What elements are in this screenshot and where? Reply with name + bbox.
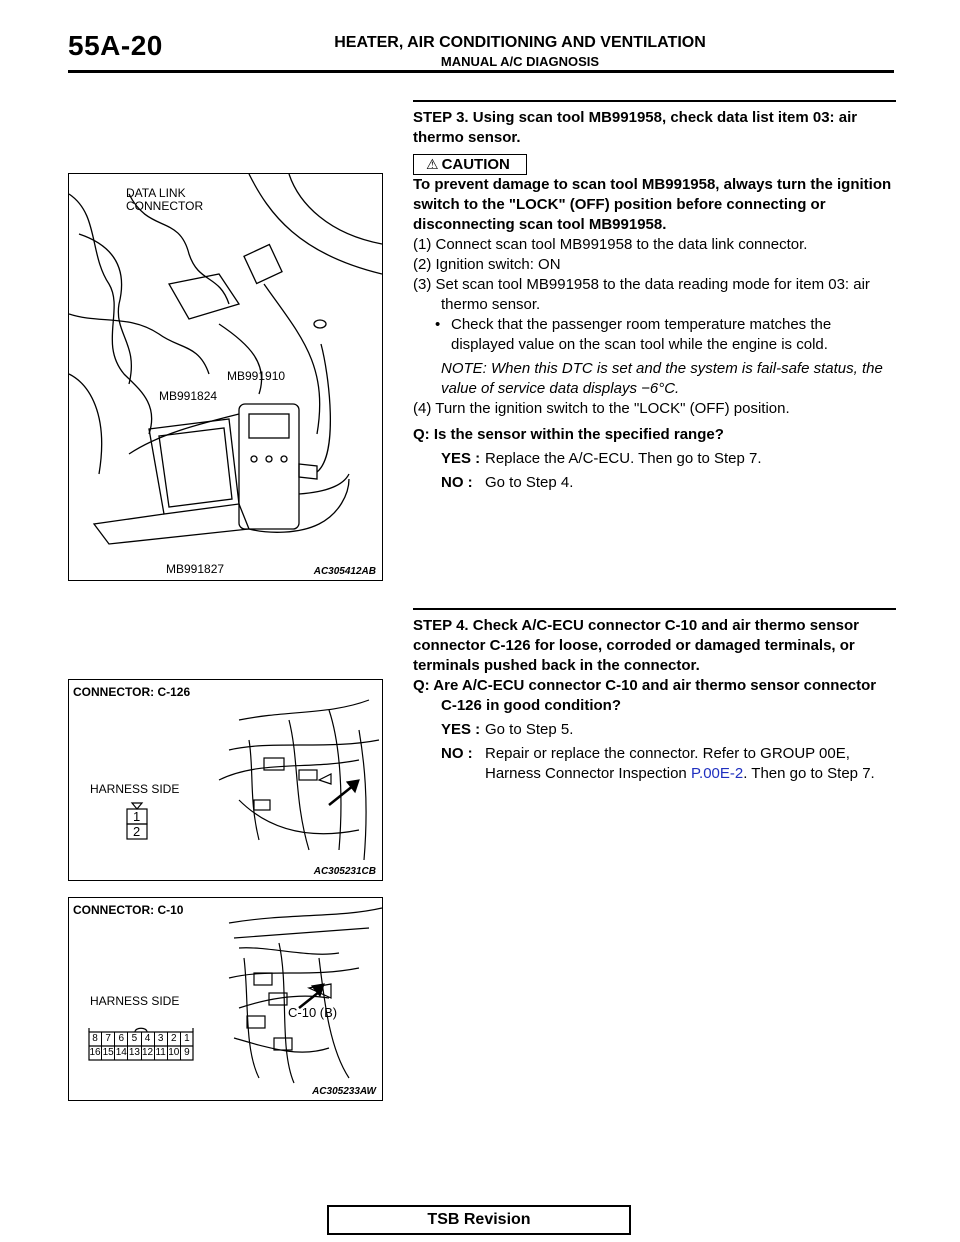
no-text-a: Repair or replace the connector. Refer to GROUP 00E, Harness Connector Inspection — [485, 745, 850, 782]
c10-pin: 3 — [155, 1032, 168, 1046]
step3-question: Q: Is the sensor within the specified range? — [413, 426, 724, 443]
no-text — [485, 744, 896, 784]
step3-heading: STEP 3. Using scan tool MB991958, check data list item 03: air thermo sensor. — [413, 109, 858, 146]
label-mb991827: MB991827 — [166, 562, 225, 576]
page-title: HEATER, AIR CONDITIONING AND VENTILATION — [334, 34, 706, 51]
c10-title: CONNECTOR: C-10 — [73, 903, 184, 917]
c10-pin: 16 — [89, 1047, 101, 1058]
c10-pin: 4 — [142, 1032, 155, 1046]
step4-no — [413, 744, 896, 784]
no-key: NO : — [441, 474, 473, 491]
step3-no — [413, 473, 896, 493]
figure-scan-tool — [68, 173, 383, 581]
step4-heading: STEP 4. Check A/C-ECU connector C-10 and air thermo sensor connector C-126 for loose, corroded or damaged terminals, or terminals pushed back in the connector. — [413, 617, 859, 674]
c10-pin: 15 — [102, 1047, 114, 1058]
c126-title: CONNECTOR: C-126 — [73, 685, 191, 699]
label-mb991824: MB991824 — [159, 389, 218, 403]
yes-key: YES : — [441, 721, 481, 738]
c10-pin: 9 — [184, 1047, 190, 1058]
c10-pin: 6 — [115, 1032, 128, 1046]
c10-pin: 2 — [168, 1032, 181, 1046]
step4-rule — [413, 608, 896, 610]
c126-pin-2: 2 — [133, 824, 141, 839]
no-key: NO : — [441, 745, 473, 762]
label-data-link-2: CONNECTOR — [126, 199, 204, 213]
inspection-link[interactable]: P.00E-2 — [690, 765, 744, 782]
warning-icon: ⚠ — [426, 156, 439, 172]
c10-pin: 10 — [168, 1047, 180, 1058]
c10-pin: 13 — [128, 1047, 140, 1058]
yes-key: YES : — [441, 450, 481, 467]
c10-pin: 1 — [184, 1033, 190, 1044]
caution-label: CAUTION — [441, 156, 510, 173]
step3-note: NOTE: When this DTC is set and the system is fail-safe status, the value of service data displays −6°C. — [441, 360, 883, 397]
figure-connector-c10 — [68, 897, 383, 1101]
c10-harness-side: HARNESS SIDE — [90, 994, 180, 1008]
figure-code: AC305233AW — [312, 1086, 376, 1097]
step3-bullet: • Check that the passenger room temperature matches the displayed value on the scan tool while the engine is cold. — [413, 315, 896, 355]
c10-pin: 11 — [155, 1047, 166, 1058]
caution-box — [413, 154, 527, 175]
c10-pin: 14 — [115, 1047, 127, 1058]
page-subtitle: MANUAL A/C DIAGNOSIS — [440, 54, 600, 69]
yes-text: Go to Step 5. — [485, 721, 574, 738]
no-text-b: . Then go to Step 7. — [743, 765, 875, 782]
c10-pins-bottom — [89, 1046, 193, 1060]
c10-pin: 12 — [142, 1047, 154, 1058]
step3-item-1: (1) Connect scan tool MB991958 to the data link connector. — [413, 236, 808, 253]
step3-rule — [413, 100, 896, 102]
c10-pin: 7 — [102, 1032, 115, 1046]
label-mb991910: MB991910 — [227, 369, 286, 383]
caution-text: To prevent damage to scan tool MB991958, always turn the ignition switch to the "LOCK" (OFF) position before connecting or disconnecting scan tool MB991958. — [413, 176, 892, 233]
c126-pin-1: 1 — [133, 809, 141, 824]
figure-code: AC305231CB — [313, 866, 376, 877]
c10-pins-top — [89, 1032, 193, 1046]
step4-question: Q: Are A/C-ECU connector C-10 and air thermo sensor connector C-126 in good condition? — [413, 677, 877, 714]
figure-connector-c126 — [68, 679, 383, 881]
header-rule — [68, 70, 894, 73]
c10-pin: 8 — [89, 1032, 102, 1046]
tsb-revision-box: TSB Revision — [327, 1205, 631, 1235]
label-data-link-1: DATA LINK — [126, 186, 186, 200]
step3-item-4: (4) Turn the ignition switch to the "LOCK" (OFF) position. — [413, 400, 790, 417]
step3-item-2: (2) Ignition switch: ON — [413, 256, 561, 273]
scan-tool-illustration — [69, 174, 382, 580]
step3-yes — [413, 449, 896, 469]
step3-item-3: (3) Set scan tool MB991958 to the data reading mode for item 03: air thermo sensor. — [413, 276, 870, 313]
step4-yes — [413, 720, 896, 740]
c126-harness-side: HARNESS SIDE — [90, 782, 180, 796]
c126-illustration — [69, 680, 382, 880]
step4-section — [413, 608, 896, 784]
no-text: Go to Step 4. — [485, 474, 574, 491]
section-number: 55A-20 — [68, 30, 163, 61]
figure-code: AC305412AB — [313, 566, 376, 577]
c10-pin: 5 — [128, 1032, 141, 1046]
yes-text: Replace the A/C-ECU. Then go to Step 7. — [485, 450, 762, 467]
c10-callout: C-10 (B) — [288, 1005, 338, 1020]
step3-section — [413, 100, 896, 493]
